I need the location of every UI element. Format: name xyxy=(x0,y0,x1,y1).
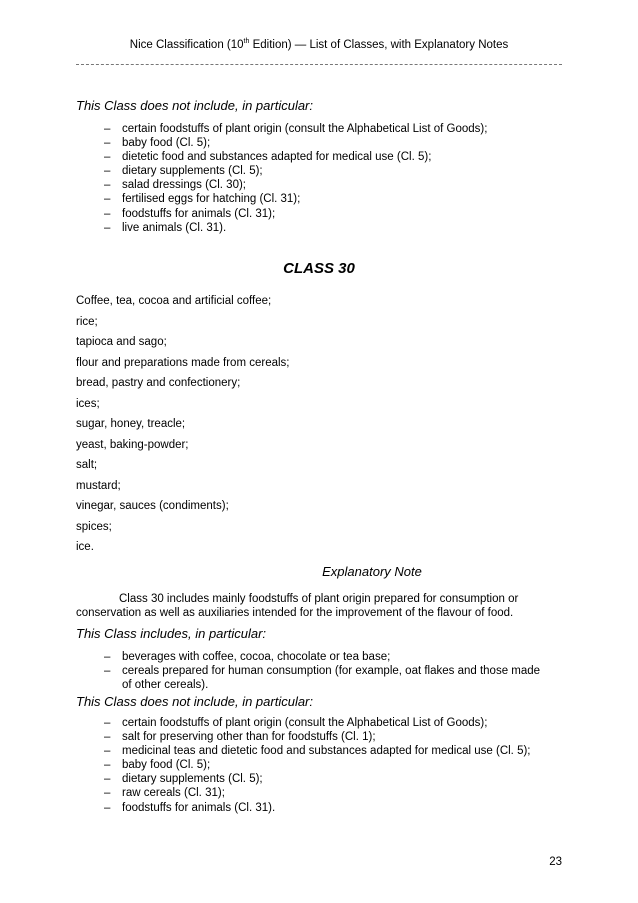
class-heading-item: mustard; xyxy=(76,479,121,492)
list-item-text: cereals prepared for human consumption (for example, oat flakes and those made of other cereals). xyxy=(122,665,541,692)
list-item-text: beverages with coffee, cocoa, chocolate or tea base; xyxy=(122,651,391,663)
class-heading-item: vinegar, sauces (condiments); xyxy=(76,500,229,512)
class-heading-item: salt; xyxy=(76,459,98,471)
explanatory-note-title-text: Explanatory Note xyxy=(322,564,422,579)
class-heading-item: tapioca and sago; xyxy=(76,336,167,348)
list-dash: – xyxy=(104,165,111,178)
class-headings-list xyxy=(76,291,290,558)
list-item-text: foodstuffs for animals (Cl. 31); xyxy=(122,207,276,220)
list-item xyxy=(104,221,487,235)
list-item-text: medicinal teas and dietetic food and substances adapted for medical use (Cl. 5); xyxy=(122,745,531,758)
list-item xyxy=(104,650,544,664)
list-item-text: dietary supplements (Cl. 5); xyxy=(122,165,263,178)
class-heading-item: rice; xyxy=(76,315,98,328)
excludes-lead: This Class does not include, in particular: xyxy=(76,694,314,709)
list-dash: – xyxy=(104,221,111,234)
list-item-text: certain foodstuffs of plant origin (consult the Alphabetical List of Goods); xyxy=(122,717,488,729)
list-dash: – xyxy=(104,665,111,678)
list-item xyxy=(104,192,487,206)
header-superscript: th xyxy=(243,38,250,46)
class-heading-item: ices; xyxy=(76,397,100,410)
list-item-text: salad dressings (Cl. 30); xyxy=(122,179,246,192)
includes-lead: This Class includes, in particular: xyxy=(76,626,267,641)
list-dash: – xyxy=(104,179,111,192)
list-dash: – xyxy=(104,787,111,800)
class-title: CLASS 30 xyxy=(283,260,355,277)
excludes-list xyxy=(104,716,531,815)
list-item-text: dietary supplements (Cl. 5); xyxy=(122,773,263,786)
list-dash: – xyxy=(104,193,111,206)
list-item-text: live animals (Cl. 31). xyxy=(122,221,227,234)
header-suffix: Edition) — List of Classes, with Explanatory Notes xyxy=(249,39,509,51)
list-item xyxy=(104,772,531,786)
class-heading-item: bread, pastry and confectionery; xyxy=(76,377,241,389)
class-heading-item: Coffee, tea, cocoa and artificial coffee; xyxy=(76,295,272,307)
list-item-text: baby food (Cl. 5); xyxy=(122,759,211,772)
list-item xyxy=(104,758,531,772)
includes-list xyxy=(104,650,544,692)
list-dash: – xyxy=(104,773,111,786)
list-dash: – xyxy=(104,651,111,663)
list-dash: – xyxy=(104,745,111,758)
list-item-text: certain foodstuffs of plant origin (consult the Alphabetical List of Goods); xyxy=(122,123,488,135)
class-heading-item: yeast, baking-powder; xyxy=(76,438,189,451)
list-item xyxy=(104,122,487,136)
list-dash: – xyxy=(104,759,111,772)
list-dash: – xyxy=(104,137,111,150)
explanatory-note-paragraph xyxy=(76,592,562,620)
list-item xyxy=(104,150,487,164)
list-dash: – xyxy=(104,717,111,729)
list-item-text: salt for preserving other than for foodstuffs (Cl. 1); xyxy=(122,731,376,744)
list-item-text: dietetic food and substances adapted for medical use (Cl. 5); xyxy=(122,151,432,164)
list-item xyxy=(104,664,544,692)
list-dash: – xyxy=(104,801,111,814)
list-item-text: raw cereals (Cl. 31); xyxy=(122,787,225,800)
list-item xyxy=(104,207,487,221)
prev-excludes-lead: This Class does not include, in particular: xyxy=(76,98,314,113)
page-number: 23 xyxy=(549,856,562,868)
list-item xyxy=(104,178,487,192)
list-item xyxy=(104,744,531,758)
list-dash: – xyxy=(104,207,111,220)
class-heading-item: sugar, honey, treacle; xyxy=(76,418,186,430)
header-prefix: Nice Classification (10 xyxy=(129,39,244,51)
page-header xyxy=(0,38,638,52)
list-item xyxy=(104,786,531,800)
class-heading-item: flour and preparations made from cereals; xyxy=(76,356,290,369)
prev-excludes-list xyxy=(104,122,487,235)
list-item xyxy=(104,801,531,815)
list-item-text: fertilised eggs for hatching (Cl. 31); xyxy=(122,193,301,206)
header-rule xyxy=(76,64,562,65)
list-item-text: baby food (Cl. 5); xyxy=(122,137,211,150)
list-item xyxy=(104,136,487,150)
list-item xyxy=(104,164,487,178)
class-heading-item: ice. xyxy=(76,541,94,553)
class-heading-item: spices; xyxy=(76,520,112,533)
list-dash: – xyxy=(104,731,111,744)
explanatory-note-text: Class 30 includes mainly foodstuffs of plant origin prepared for consumption or conservation as well as auxiliaries intended for the improvement of the flavour of food. xyxy=(76,593,519,619)
list-item-text: foodstuffs for animals (Cl. 31). xyxy=(122,801,276,814)
list-dash: – xyxy=(104,123,111,135)
list-item xyxy=(104,730,531,744)
list-dash: – xyxy=(104,151,111,164)
list-item xyxy=(104,716,531,730)
explanatory-note-title xyxy=(0,564,638,580)
